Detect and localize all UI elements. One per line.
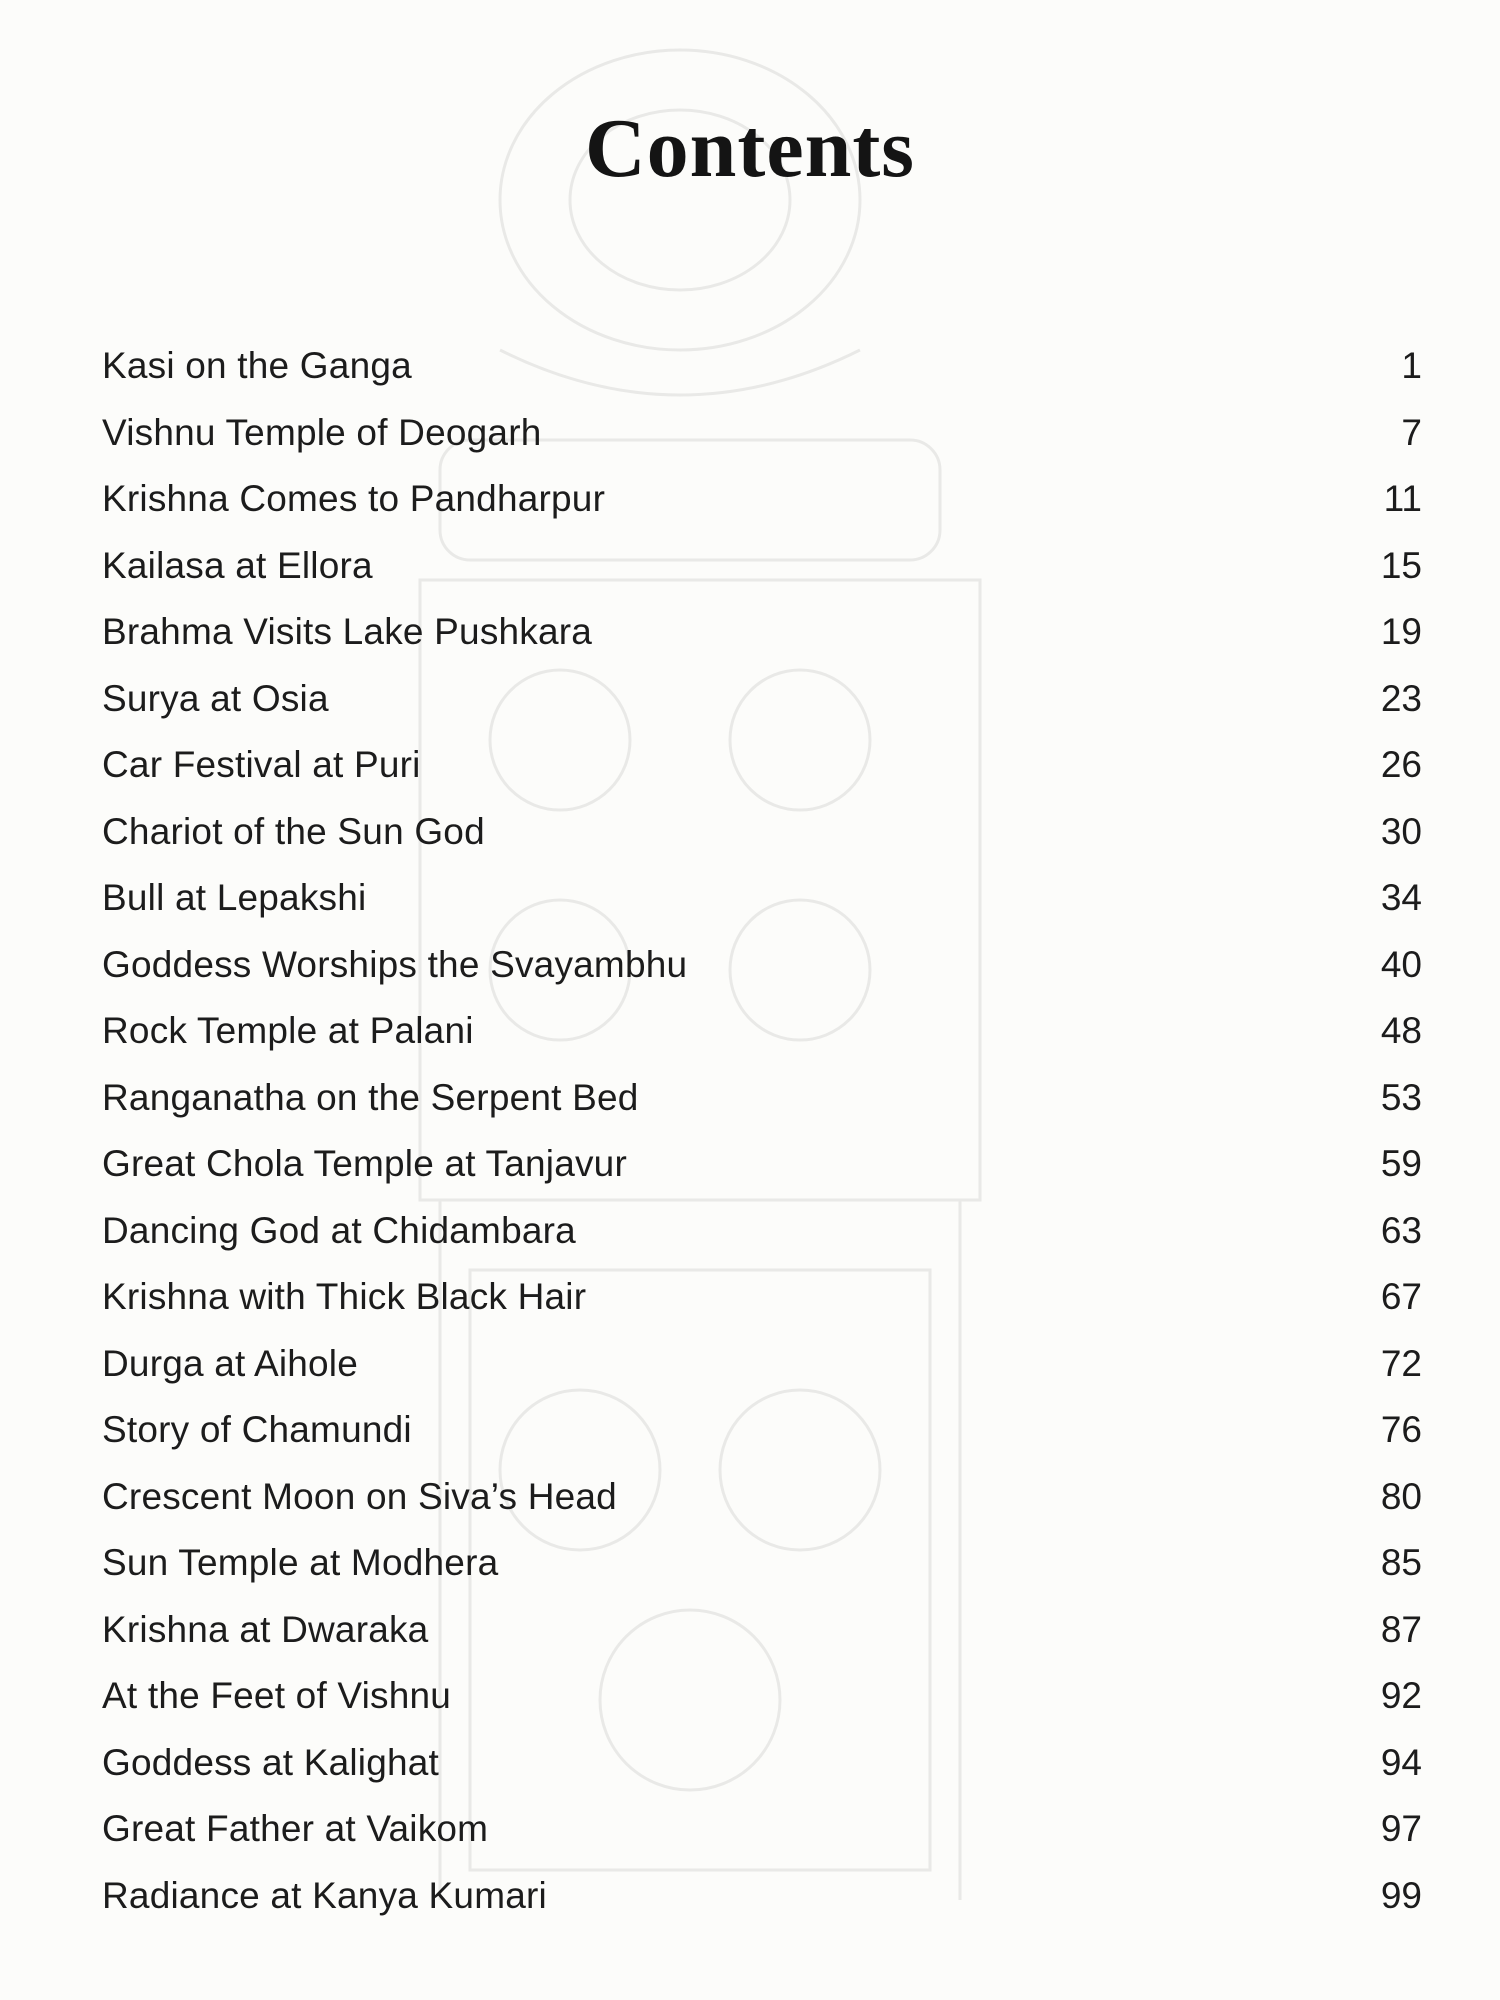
toc-entry (102, 1808, 1422, 1875)
toc-entry (102, 1143, 1422, 1210)
toc-entry-page-number: 7 (1401, 411, 1422, 453)
toc-entry (102, 1875, 1422, 1942)
toc-entry-page-number: 19 (1380, 611, 1422, 652)
toc-entry-page-number: 85 (1380, 1542, 1422, 1583)
toc-entry-title: Great Chola Temple at Tanjavur (102, 1143, 627, 1184)
toc-entry (102, 1742, 1422, 1809)
page-title: Contents (584, 102, 915, 195)
toc-entry-title: Brahma Visits Lake Pushkara (102, 611, 593, 652)
toc-entry-title: Chariot of the Sun God (102, 810, 485, 852)
toc-entry-title: Great Father at Vaikom (102, 1808, 489, 1849)
toc-entry-title: Durga at Aihole (102, 1342, 359, 1384)
toc-entry-title: Krishna at Dwaraka (102, 1608, 429, 1650)
toc-entry (102, 678, 1422, 745)
toc-entry (102, 1476, 1422, 1543)
toc-entry (102, 345, 1422, 412)
toc-entry-page-number: 99 (1380, 1874, 1422, 1916)
table-of-contents (102, 345, 1422, 1941)
toc-entry-title: Crescent Moon on Siva’s Head (102, 1475, 617, 1517)
toc-entry (102, 877, 1422, 944)
toc-entry-title: Car Festival at Puri (102, 744, 421, 785)
toc-entry-page-number: 40 (1380, 943, 1422, 985)
toc-entry (102, 1276, 1422, 1343)
toc-entry (102, 1675, 1422, 1742)
toc-entry-page-number: 26 (1380, 744, 1422, 785)
toc-entry (102, 611, 1422, 678)
toc-entry-title: Story of Chamundi (102, 1409, 412, 1450)
toc-entry-page-number: 59 (1380, 1143, 1422, 1184)
toc-entry (102, 1542, 1422, 1609)
toc-entry-page-number: 30 (1380, 810, 1422, 852)
toc-entry-page-number: 92 (1380, 1675, 1422, 1716)
toc-entry-page-number: 87 (1380, 1608, 1422, 1650)
toc-entry-title: Kasi on the Ganga (102, 345, 412, 386)
toc-entry-title: Krishna Comes to Pandharpur (102, 478, 606, 519)
toc-entry (102, 1210, 1422, 1277)
toc-entry (102, 1409, 1422, 1476)
toc-entry-title: Rock Temple at Palani (102, 1010, 474, 1051)
toc-entry-title: Radiance at Kanya Kumari (102, 1874, 547, 1916)
toc-entry-page-number: 67 (1380, 1276, 1422, 1317)
toc-entry-page-number: 34 (1380, 877, 1422, 918)
toc-entry-page-number: 53 (1380, 1076, 1422, 1118)
toc-entry-page-number: 23 (1380, 677, 1422, 719)
toc-entry (102, 1609, 1422, 1676)
toc-entry-title: At the Feet of Vishnu (102, 1675, 452, 1716)
toc-entry (102, 412, 1422, 479)
toc-entry-page-number: 1 (1401, 345, 1422, 386)
toc-entry-page-number: 48 (1380, 1010, 1422, 1051)
toc-entry-title: Vishnu Temple of Deogarh (102, 411, 542, 453)
toc-entry-title: Bull at Lepakshi (102, 877, 367, 918)
toc-entry-title: Kailasa at Ellora (102, 544, 373, 586)
toc-entry-page-number: 97 (1380, 1808, 1422, 1849)
toc-entry-page-number: 11 (1383, 478, 1422, 519)
toc-entry-page-number: 72 (1380, 1342, 1422, 1384)
toc-entry-page-number: 76 (1380, 1409, 1422, 1450)
toc-entry-page-number: 63 (1380, 1209, 1422, 1251)
toc-entry-page-number: 15 (1380, 544, 1422, 586)
toc-entry-title: Dancing God at Chidambara (102, 1209, 576, 1251)
toc-entry-title: Sun Temple at Modhera (102, 1542, 499, 1583)
toc-entry (102, 1010, 1422, 1077)
toc-entry-title: Goddess Worships the Svayambhu (102, 943, 688, 985)
toc-entry (102, 1343, 1422, 1410)
toc-entry (102, 744, 1422, 811)
toc-entry (102, 811, 1422, 878)
toc-entry-page-number: 94 (1380, 1741, 1422, 1783)
toc-entry-title: Goddess at Kalighat (102, 1741, 440, 1783)
toc-entry-title: Surya at Osia (102, 677, 329, 719)
toc-entry (102, 1077, 1422, 1144)
toc-entry-title: Krishna with Thick Black Hair (102, 1276, 587, 1317)
toc-entry-page-number: 80 (1380, 1475, 1422, 1517)
toc-entry (102, 545, 1422, 612)
toc-entry (102, 944, 1422, 1011)
toc-entry (102, 478, 1422, 545)
toc-entry-title: Ranganatha on the Serpent Bed (102, 1076, 639, 1118)
